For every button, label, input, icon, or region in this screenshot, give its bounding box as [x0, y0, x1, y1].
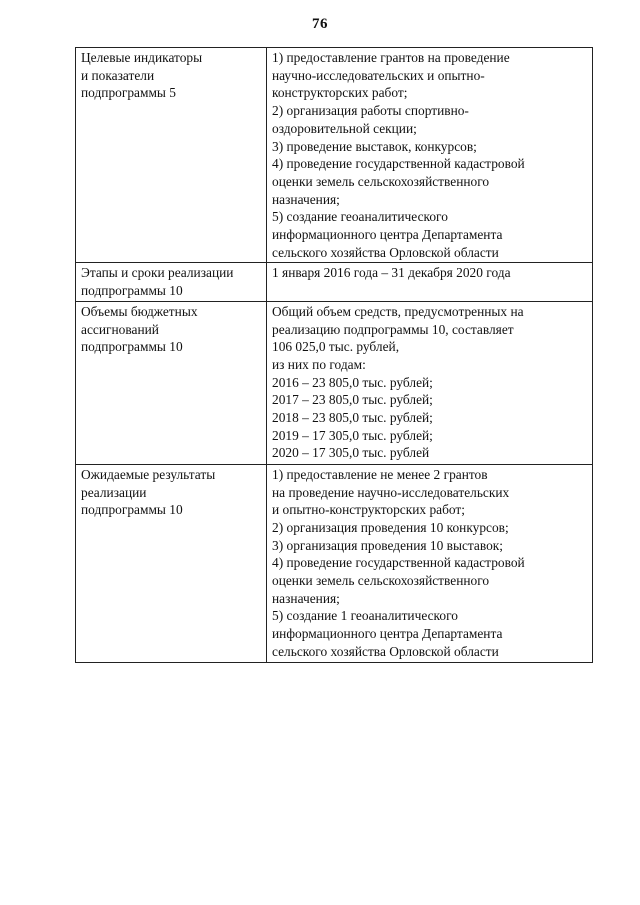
label-line: подпрограммы 10 — [81, 502, 183, 518]
row-label-cell — [76, 263, 267, 301]
label-line: Этапы и сроки реализации — [81, 265, 234, 281]
row-content-cell — [267, 464, 593, 662]
table-row-expected-results — [76, 464, 593, 662]
content-line: информационного центра Департамента — [272, 626, 503, 642]
content-line: 3) организация проведения 10 выставок; — [272, 537, 504, 553]
content-line: 2) организация проведения 10 конкурсов; — [272, 519, 509, 535]
content-line: 2) организация работы спортивно- — [272, 103, 469, 119]
label-line: подпрограммы 10 — [81, 339, 183, 355]
label-line: Целевые индикаторы — [81, 50, 203, 65]
content-line: 4) проведение государственной кадастровой — [272, 555, 525, 571]
content-line: из них по годам: — [272, 356, 366, 372]
label-line: Ожидаемые результаты — [81, 466, 216, 482]
content-line: 2018 – 23 805,0 тыс. рублей; — [272, 410, 433, 426]
table-row-target-indicators — [76, 48, 593, 263]
row-content-cell — [267, 48, 593, 263]
content-line: реализацию подпрограммы 10, составляет — [272, 321, 514, 337]
row-label-cell — [76, 464, 267, 662]
content-line: оценки земель сельскохозяйственного — [272, 573, 490, 589]
content-line: Общий объем средств, предусмотренных на — [272, 303, 524, 319]
subprogram-passport-table — [75, 47, 593, 663]
label-line: и показатели — [81, 67, 155, 83]
content-line: назначения; — [272, 590, 340, 606]
content-line: сельского хозяйства Орловской области — [272, 244, 499, 260]
table-row-budget-allocations — [76, 301, 593, 464]
content-line: 1) предоставление грантов на проведение — [272, 50, 510, 65]
content-line: 1 января 2016 года – 31 декабря 2020 года — [272, 265, 511, 281]
row-label-cell — [76, 48, 267, 263]
content-line: 2016 – 23 805,0 тыс. рублей; — [272, 374, 433, 390]
content-line: и опытно-конструкторских работ; — [272, 502, 465, 518]
row-content-cell — [267, 301, 593, 464]
content-line: конструкторских работ; — [272, 85, 408, 101]
label-line: подпрограммы 5 — [81, 85, 176, 101]
page-number: 76 — [312, 16, 328, 32]
content-line: сельского хозяйства Орловской области — [272, 643, 499, 659]
content-line: информационного центра Департамента — [272, 227, 503, 243]
label-line: подпрограммы 10 — [81, 283, 183, 299]
content-line: 2017 – 23 805,0 тыс. рублей; — [272, 392, 433, 408]
content-line: научно-исследовательских и опытно- — [272, 67, 485, 83]
label-line: реализации — [81, 484, 147, 500]
row-label-cell — [76, 301, 267, 464]
label-line: Объемы бюджетных — [81, 303, 198, 319]
content-line: на проведение научно-исследовательских — [272, 484, 510, 500]
content-line: 1) предоставление не менее 2 грантов — [272, 466, 488, 482]
content-line: 3) проведение выставок, конкурсов; — [272, 138, 477, 154]
content-line: назначения; — [272, 191, 340, 207]
content-line: 4) проведение государственной кадастровой — [272, 156, 525, 172]
content-line: оздоровительной секции; — [272, 120, 417, 136]
table-row-stages-and-terms — [76, 263, 593, 301]
content-line: оценки земель сельскохозяйственного — [272, 173, 490, 189]
content-line: 2020 – 17 305,0 тыс. рублей — [272, 445, 430, 461]
content-line: 106 025,0 тыс. рублей, — [272, 339, 400, 355]
content-line: 5) создание 1 геоаналитического — [272, 608, 458, 624]
row-content-cell — [267, 263, 593, 301]
label-line: ассигнований — [81, 321, 159, 337]
content-line: 2019 – 17 305,0 тыс. рублей; — [272, 427, 433, 443]
content-line: 5) создание геоаналитического — [272, 209, 448, 225]
